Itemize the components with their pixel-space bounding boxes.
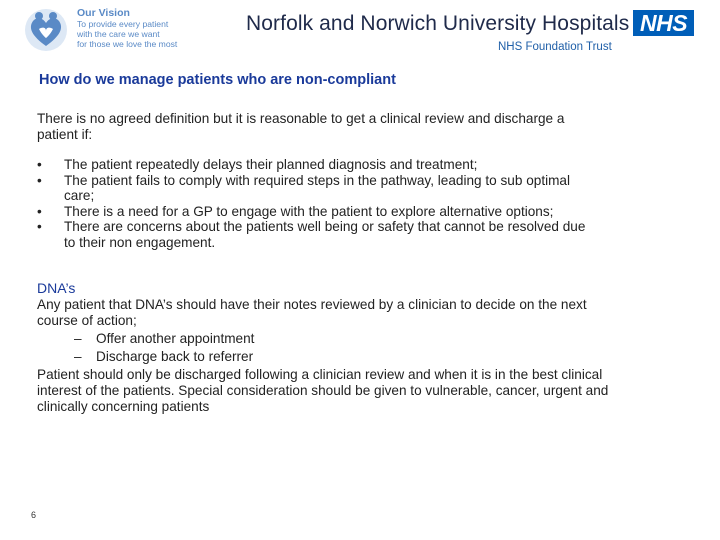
criteria-list [37,157,597,250]
list-item-text: The patient fails to comply with required steps in the pathway, leading to sub optimal care; [64,172,571,203]
slide-title: How do we manage patients who are non-compliant [39,72,396,88]
vision-title: Our Vision [77,7,130,19]
dna-closing: Patient should only be discharged following a clinician review and when it is in the best clinical interest of the patients. Special consideration should be given to vulnerable, cancer, urgent and clinically concerning patients [37,367,609,414]
vision-line: for those we love the most [77,39,178,49]
dash-icon: – [74,331,82,346]
list-item [37,173,597,204]
list-item-text: There are concerns about the patients well being or safety that cannot be resolved due to their non engagement. [64,219,586,250]
list-item-text: Discharge back to referrer [96,349,254,364]
list-item [37,157,597,173]
list-item-text: There is a need for a GP to engage with the patient to explore alternative options; [64,203,554,219]
hospital-name: Norfolk and Norwich University Hospitals [246,12,630,35]
bullet-icon: • [37,172,42,188]
list-item [37,330,617,348]
list-item [37,204,597,220]
vision-line: with the care we want [77,29,160,39]
dash-icon: – [74,349,82,364]
heart-hands-icon [22,6,70,54]
dna-options-list [37,330,617,366]
bullet-icon: • [37,203,42,219]
intro-paragraph: There is no agreed definition but it is reasonable to get a clinical review and discharge a patient if: [37,111,565,142]
list-item-text: Offer another appointment [96,331,255,346]
bullet-icon: • [37,219,42,234]
trust-name: NHS Foundation Trust [498,41,612,53]
list-item-text: The patient repeatedly delays their planned diagnosis and treatment; [64,157,478,172]
page-number: 6 [31,510,37,520]
vision-line: To provide every patient [77,19,169,29]
list-item [37,219,597,250]
list-item [37,348,617,366]
bullet-icon: • [37,157,42,172]
dna-intro: Any patient that DNA’s should have their notes reviewed by a clinician to decide on the next course of action; [37,297,587,328]
nhs-logo: NHS [633,10,694,36]
dna-section [37,297,617,415]
our-vision-logo [22,6,222,58]
dna-heading: DNA’s [37,280,76,296]
